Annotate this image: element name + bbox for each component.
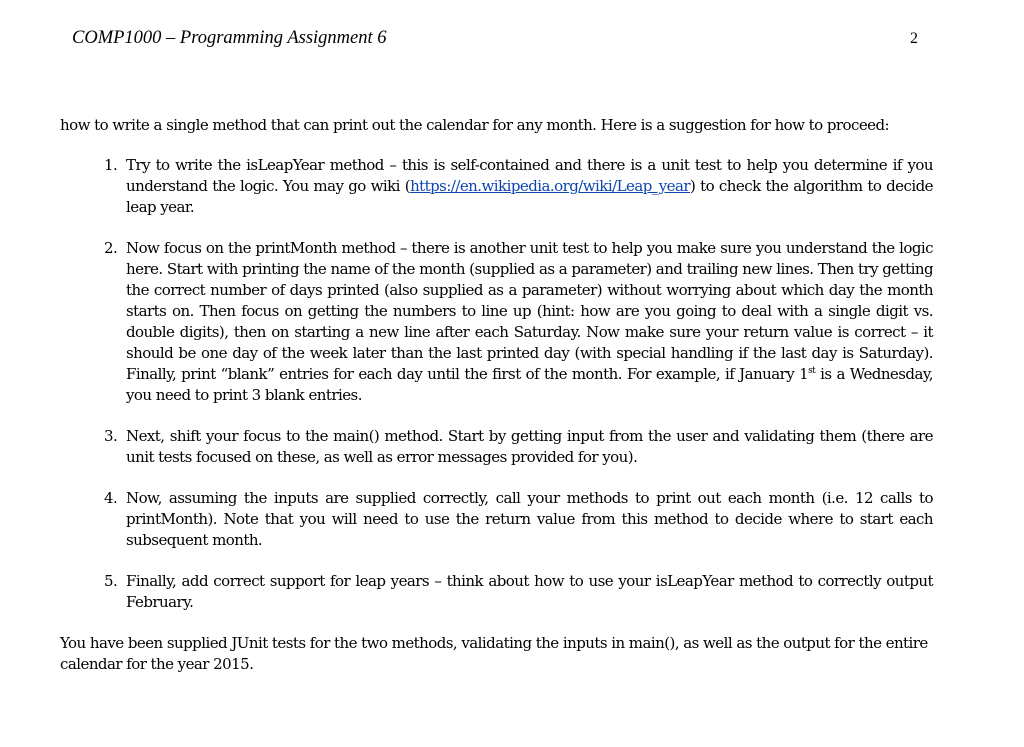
step-number: 2. <box>104 239 118 257</box>
step-item-1 <box>60 155 933 218</box>
intro-paragraph: how to write a single method that can print out the calendar for any month. Here is a suggestion for how to proceed: <box>60 116 890 134</box>
ordinal-superscript: st <box>808 366 816 376</box>
document-body <box>60 115 933 675</box>
step-text: Next, shift your focus to the main() method. Start by getting input from the user and validating them (there are unit tests focused on these, as well as error messages provided for you). <box>126 427 933 466</box>
step-text: Now focus on the printMonth method – there is another unit test to help you make sure you understand the logic here. Start with printing the name of the month (supplied as a parameter) and trailing new lines. Then try getting the correct number of days printed (also supplied as a parameter) without worrying about which day the month starts on. Then focus on getting the numbers to line up (hint: how are you going to deal with a single digit vs. double digits), then on starting a new line after each Saturday. Now make sure your return value is correct – it should be one day of the week later than the last printed day (with special handling if the last day is Saturday). Finally, print “blank” entries for each day until the first of the month. For example, if January 1 <box>126 239 933 383</box>
step-item-4 <box>60 488 933 551</box>
wikipedia-leap-year-link[interactable]: https://en.wikipedia.org/wiki/Leap_year <box>410 177 690 195</box>
step-text: Finally, add correct support for leap years – think about how to use your isLeapYear method to correctly output February. <box>126 572 933 611</box>
step-number: 4. <box>104 489 118 507</box>
step-number: 3. <box>104 427 118 445</box>
document-title: COMP1000 – Programming Assignment 6 <box>72 28 387 48</box>
step-number: 5. <box>104 572 118 590</box>
step-number: 1. <box>104 156 118 174</box>
step-text: Now, assuming the inputs are supplied correctly, call your methods to print out each month (i.e. 12 calls to printMonth). Note that you will need to use the return value from this method to decide where to start each subsequent month. <box>126 489 933 549</box>
steps-list <box>60 155 933 613</box>
step-text-continued: is a Wednesday, you need to print 3 blank entries. <box>126 365 933 404</box>
step-item-3 <box>60 426 933 468</box>
step-item-2 <box>60 238 933 406</box>
closing-paragraph: You have been supplied JUnit tests for the two methods, validating the inputs in main(), as well as the output for the entire calendar for the year 2015. <box>60 634 928 673</box>
step-text-continued: ) to check the algorithm to decide leap year. <box>126 177 933 216</box>
page-number: 2 <box>910 30 918 47</box>
step-text: Try to write the isLeapYear method – this is self-contained and there is a unit test to help you determine if you understand the logic. You may go wiki ( <box>126 156 933 195</box>
step-item-5 <box>60 571 933 613</box>
page-header <box>72 28 918 52</box>
